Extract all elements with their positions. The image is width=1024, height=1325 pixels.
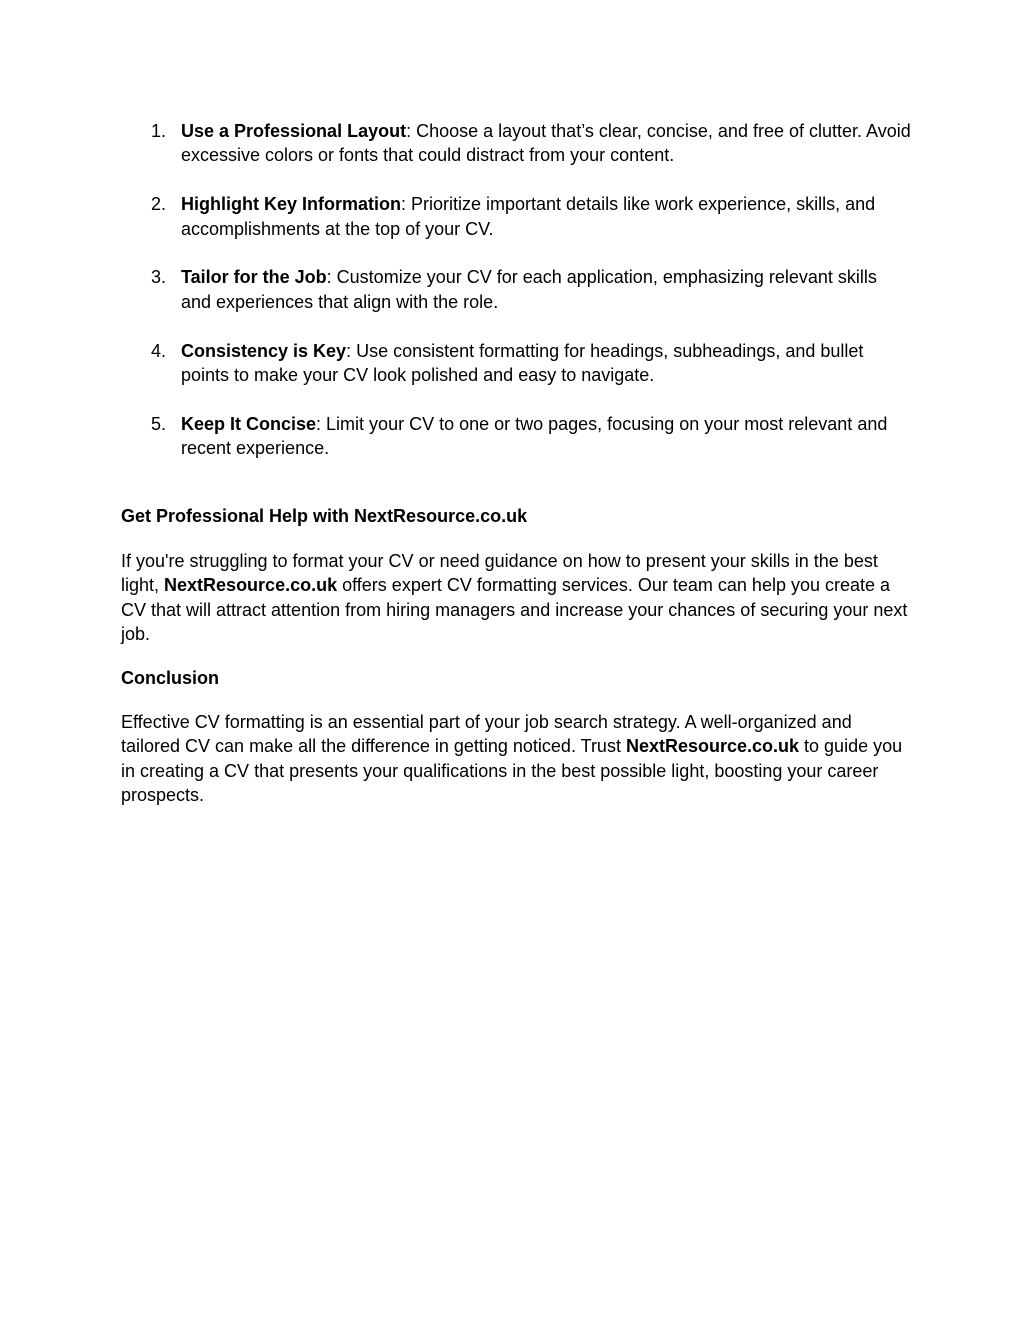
conclusion-text-after: to guide you in creating a CV that presents your qualifications in the best possible light, boosting your career prospects. [121, 736, 903, 806]
tip-title: Tailor for the Job [181, 267, 327, 288]
tip-title: Highlight Key Information [181, 194, 401, 215]
tip-item-5 [121, 412, 911, 461]
help-text-before: If you're struggling to format your CV or need guidance on how to present your skills in the best light, [121, 551, 878, 596]
tip-title: Consistency is Key [181, 340, 347, 361]
brand-name: NextResource.co.uk [164, 575, 338, 596]
tip-number: 1. [151, 121, 167, 141]
tip-number: 3. [151, 267, 167, 288]
help-text-after: offers expert CV formatting services. Our team can help you create a CV that will attract attention from hiring managers and increase your chances of securing your next job. [121, 575, 908, 645]
tip-item-2 [121, 192, 911, 241]
tip-description: : Choose a layout that’s clear, concise, and free of clutter. Avoid excessive colors or fonts that could distract from your content. [181, 121, 911, 166]
conclusion-paragraph [121, 710, 911, 808]
tip-body [181, 192, 911, 241]
tip-description: : Limit your CV to one or two pages, focusing on your most relevant and recent experience. [181, 413, 888, 459]
tip-body [181, 119, 911, 168]
brand-name: NextResource.co.uk [625, 736, 800, 757]
tip-item-1 [121, 119, 911, 168]
tip-title: Use a Professional Layout [181, 121, 407, 141]
tip-number: 2. [151, 194, 167, 215]
help-heading: Get Professional Help with NextResource.co.uk [121, 506, 528, 526]
tip-description: : Use consistent formatting for headings, subheadings, and bullet points to make your CV look polished and easy to navigate. [181, 340, 864, 386]
tip-number: 4. [151, 340, 167, 361]
tip-body [181, 265, 911, 314]
tip-body [181, 412, 911, 461]
cv-tips-list [121, 119, 911, 485]
tip-number: 5. [151, 413, 167, 434]
help-paragraph [121, 549, 911, 647]
conclusion-text-before: Effective CV formatting is an essential part of your job search strategy. A well-organized and tailored CV can make all the difference in getting noticed. Trust [121, 712, 852, 757]
tip-description: : Customize your CV for each application, emphasizing relevant skills and experiences that align with the role. [181, 267, 877, 312]
tip-title: Keep It Concise [181, 413, 317, 434]
tip-description: : Prioritize important details like work experience, skills, and accomplishments at the top of your CV. [181, 194, 876, 239]
tip-body [181, 339, 911, 388]
tip-item-4 [121, 339, 911, 388]
conclusion-heading: Conclusion [121, 668, 219, 688]
tip-item-3 [121, 265, 911, 314]
